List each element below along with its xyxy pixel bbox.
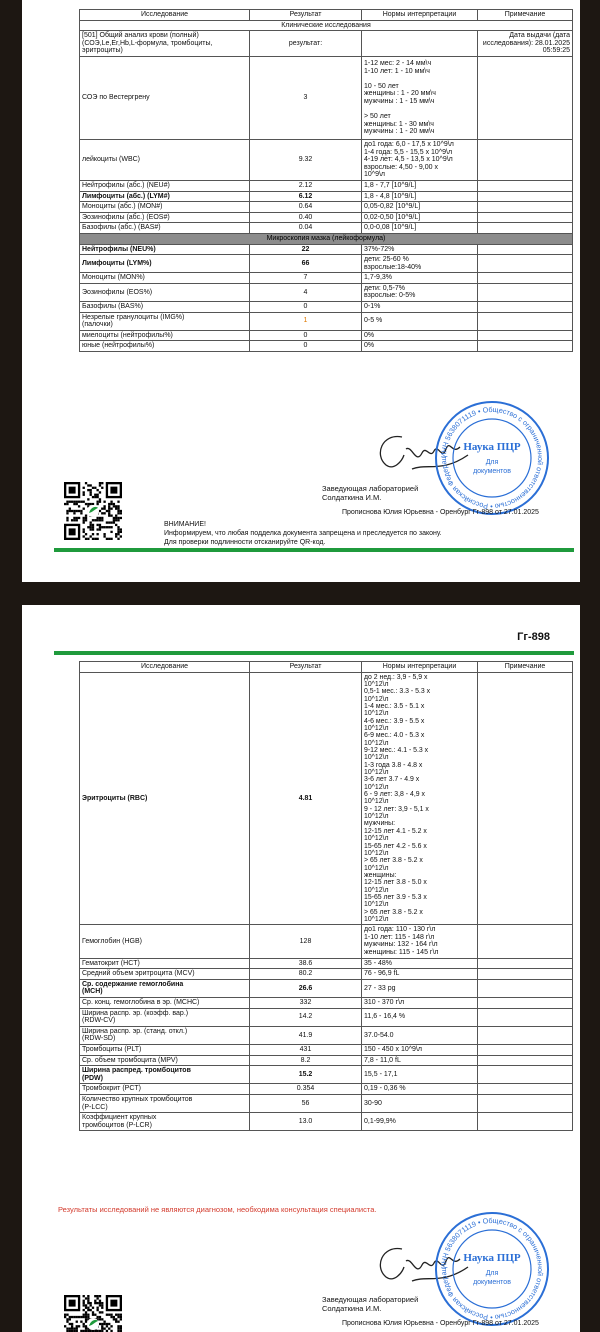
test-norm: 0,05-0,82 [10^9/L] [362,202,478,213]
table-header [80,10,573,21]
test-norm: 0,19 - 0,36 % [362,1084,478,1095]
test-name: Тромбокрит (PCT) [80,1084,250,1095]
smear-row [80,244,573,255]
test-name: Количество крупных тромбоцитов (P-LCC) [80,1094,250,1112]
test-name: Нейтрофилы (абс.) (NEU#) [80,180,250,191]
stamp-center-text: Наука ПЦР [463,441,521,453]
smear-norm: дети: 25-60 % взрослые:18-40% [362,255,478,273]
test-name: Тромбоциты (PLT) [80,1045,250,1056]
test-result: 14.2 [250,1008,362,1026]
results-table-1 [79,9,573,352]
smear-name: Базофилы (BAS%) [80,302,250,313]
test-name: Ср. конц. гемоглобина в эр. (MCHC) [80,998,250,1009]
section-clinical: Клинические исследования [80,20,573,31]
smear-result: 4 [250,283,362,301]
smear-norm: 1,7-9,3% [362,273,478,284]
test-norm: до1 года: 110 - 130 г\л 1-10 лет: 115 - 148 г\л мужчины: 132 - 164 г\л женщины: 115 - 145 г\л [362,925,478,958]
test-result: 431 [250,1045,362,1056]
head-name: Солдаткина И.М. [322,493,382,502]
test-result: 0.354 [250,1084,362,1095]
test-row [80,958,573,969]
head-title: Заведующая лабораторией [322,1295,419,1304]
test-norm: 27 - 33 pg [362,979,478,997]
stamp-sub1: Для [485,459,499,466]
test-name: СОЭ по Вестергрену [80,56,250,139]
test-name: лейкоциты (WBC) [80,139,250,180]
smear-result: 22 [250,244,362,255]
smear-norm: 0% [362,341,478,352]
test-row [80,979,573,997]
test-result: 41.9 [250,1026,362,1044]
order-name: [501] Общий анализ крови (полный)(СОЭ,Le,Er,Hb,L-формула, тромбоциты, эритроциты) [80,31,250,57]
test-name: Лимфоциты (абс.) (LYM#) [80,191,250,202]
disclaimer: Результаты исследований не являются диагнозом, необходима консультация специалиста. [58,1205,377,1214]
warning-line-1: Информируем, что любая подделка документа запрещена и преследуется по закону. [164,530,442,537]
test-name: Ширина распр. эр. (коэфф. вар.) (RDW-CV) [80,1008,250,1026]
stamp-ring-text: ИНН 5638071119 • Общество с ограниченной ответственностью • Российская Федерац [438,1215,546,1323]
test-row [80,56,573,139]
green-divider [54,548,574,552]
test-row [80,1084,573,1095]
smear-result: 7 [250,273,362,284]
results-table-2 [79,661,573,1131]
smear-row [80,283,573,301]
test-name: Ср. содержание гемоглобина (MCH) [80,979,250,997]
stamp-center-text: Наука ПЦР [463,1252,521,1264]
test-row [80,1026,573,1044]
order-row [80,31,573,57]
test-row [80,1055,573,1066]
test-row [80,1045,573,1056]
test-norm: 35 - 48% [362,958,478,969]
test-row [80,223,573,234]
smear-name: Лимфоциты (LYM%) [80,255,250,273]
test-norm: 7,8 - 11,0 fL [362,1055,478,1066]
test-norm: 11,6 - 16,4 % [362,1008,478,1026]
test-result: 332 [250,998,362,1009]
test-row [80,969,573,980]
smear-row [80,273,573,284]
smear-result: 0 [250,341,362,352]
test-result: 2.12 [250,180,362,191]
report-page-1 [22,0,580,582]
test-norm: 1-12 мес: 2 - 14 мм\ч 1-10 лет: 1 - 10 мм\ч 10 - 50 лет женщины : 1 - 20 мм\ч мужчины : 1 - 15 мм\ч > 50 лет женщины: 1 - 30 мм\ч мужчины : 1 - 20 мм\ч [362,56,478,139]
head-title: Заведующая лабораторией [322,484,419,493]
test-name: Ширина распред. тромбоцитов (PDW) [80,1066,250,1084]
smear-row [80,341,573,352]
test-row [80,212,573,223]
smear-result: 0 [250,302,362,313]
qr-code-2[interactable] [64,1295,122,1332]
smear-result: 66 [250,255,362,273]
stamp-ring-text: ИНН 5638071119 • Общество с ограниченной ответственностью • Российская Федерац [438,404,546,512]
test-result: 13.0 [250,1113,362,1131]
test-name: Базофилы (абс.) (BAS#) [80,223,250,234]
test-norm: 310 - 370 г\л [362,998,478,1009]
lab-stamp [432,398,552,518]
test-name: Гемоглобин (HGB) [80,925,250,958]
smear-norm: дети: 0,5-7% взрослые: 0-5% [362,283,478,301]
test-norm: 1,8 - 4,8 [10^9/L] [362,191,478,202]
test-norm: 0,1-99,9% [362,1113,478,1131]
smear-row [80,312,573,330]
test-result: 56 [250,1094,362,1112]
issue-date: Дата выдачи (дата исследования): 28.01.2025 05:59:25 [478,31,573,57]
test-result: 6.12 [250,191,362,202]
stamp-sub2: документов [473,468,511,475]
lab-stamp-2 [432,1209,552,1329]
smear-norm: 37%-72% [362,244,478,255]
test-result: 80.2 [250,969,362,980]
test-name: Гематокрит (HCT) [80,958,250,969]
test-row [80,139,573,180]
document-code: Гг-898 [517,631,550,643]
test-name: Средний объем эритроцита (MCV) [80,969,250,980]
smear-row [80,302,573,313]
test-result: 0.64 [250,202,362,213]
smear-name: Эозинофилы (EOS%) [80,283,250,301]
test-norm: 37.0-54.0 [362,1026,478,1044]
test-norm: до1 года: 6,0 - 17,5 x 10^9\л 1-4 года: 5,5 - 15,5 x 10^9\л 4-19 лет: 4,5 - 13,5 x 10^9\л взрослые: 4,50 - 9,00 x 10^9\л [362,139,478,180]
smear-row [80,330,573,341]
smear-result: 1 [250,312,362,330]
smear-norm: 0-5 % [362,312,478,330]
smear-norm: 0% [362,330,478,341]
smear-row [80,255,573,273]
test-norm: 150 - 450 x 10^9\л [362,1045,478,1056]
warning-line-2: Для проверки подлинности отсканируйте QR-код. [164,539,326,546]
rbc-row [80,672,573,925]
test-row [80,1066,573,1084]
test-name: Эозинофилы (абс.) (EOS#) [80,212,250,223]
warning-title: ВНИМАНИЕ! [164,521,206,528]
test-norm: 0,0-0,08 [10^9/L] [362,223,478,234]
test-row [80,202,573,213]
col-header-note: Примечание [478,10,573,21]
test-result: 38.6 [250,958,362,969]
table-header [80,662,573,673]
smear-name: Незрелые гранулоциты (IMG%) (палочки) [80,312,250,330]
test-row [80,1113,573,1131]
green-divider-top [54,651,574,655]
col-header-note: Примечание [478,662,573,673]
test-row [80,180,573,191]
test-norm: 1,8 - 7,7 [10^9/L] [362,180,478,191]
test-norm: 30-90 [362,1094,478,1112]
test-name: Ширина распр. эр. (станд. откл.) (RDW-SD) [80,1026,250,1044]
col-header-norms: Нормы интерпретации [362,10,478,21]
test-result: 26.6 [250,979,362,997]
stamp-sub2: документов [473,1279,511,1286]
col-header-result: Результат [250,662,362,673]
report-page-2 [22,605,580,1332]
test-norm: 0,02-0,50 [10^9/L] [362,212,478,223]
rbc-norm: до 2 нед.: 3,9 - 5,9 x 10^12\л 0,5-1 мес.: 3.3 - 5.3 x 10^12\л 1-4 мес.: 3.5 - 5.1 x 10^12\л 4-6 мес.: 3.9 - 5.5 x 10^12\л 6-9 мес.: 4.0 - 5.3 x 10^12\л 9-12 мес.: 4.1 - 5.3 x 10^12\л 1-3 года 3.8 - 4.8 x 10^12\л 3-6 лет 3.7 - 4.9 x 10^12\л 6 - 9 лет: 3,8 - 4,9 x 10^12\л 9 - 12 лет: 3,9 - 5,1 x 10^12\л мужчины: 12-15 лет 4.1 - 5.2 x 10^12\л 15-65 лет 4.2 - 5.6 x 10^12\л > 65 лет 3.8 - 5.2 x 10^12\л женщины: 12-15 лет 3.8 - 5.0 x 10^12\л 15-65 лет 3.9 - 5.3 x 10^12\л > 65 лет 3.8 - 5.2 x 10^12\л [362,672,478,925]
stamp-sub1: Для [485,1270,499,1277]
head-name: Солдаткина И.М. [322,1304,382,1313]
smear-name: миелоциты (нейтрофилы%) [80,330,250,341]
test-row [80,191,573,202]
section-smear: Микроскопия мазка (лейкоформула) [80,233,573,244]
smear-result: 0 [250,330,362,341]
smear-name: Моноциты (MON%) [80,273,250,284]
test-row [80,998,573,1009]
test-result: 128 [250,925,362,958]
rbc-result: 4.81 [250,672,362,925]
test-name: Ср. объем тромбоцита (MPV) [80,1055,250,1066]
test-result: 9.32 [250,139,362,180]
test-result: 0.04 [250,223,362,234]
col-header-result: Результат [250,10,362,21]
test-result: 3 [250,56,362,139]
test-name: Моноциты (абс.) (MON#) [80,202,250,213]
test-row [80,1094,573,1112]
smear-name: юные (нейтрофилы%) [80,341,250,352]
col-header-test: Исследование [80,10,250,21]
test-result: 15.2 [250,1066,362,1084]
rbc-name: Эритроциты (RBC) [80,672,250,925]
smear-name: Нейтрофилы (NEU%) [80,244,250,255]
test-result: 8.2 [250,1055,362,1066]
test-row [80,1008,573,1026]
smear-norm: 0-1% [362,302,478,313]
test-result: 0.40 [250,212,362,223]
col-header-norms: Нормы интерпретации [362,662,478,673]
test-name: Коэффициент крупных тромбоцитов (P-LCR) [80,1113,250,1131]
test-row [80,925,573,958]
col-header-test: Исследование [80,662,250,673]
registrar-line: Прописнова Юлия Юрьевна - Оренбург Гг-898 от 27.01.2025 [342,509,539,516]
order-result-label: результат: [250,31,362,57]
qr-code[interactable] [64,482,122,540]
test-norm: 15,5 - 17,1 [362,1066,478,1084]
test-norm: 76 - 96,9 fL [362,969,478,980]
registrar-line: Прописнова Юлия Юрьевна - Оренбург Гг-898 от 27.01.2025 [342,1320,539,1327]
